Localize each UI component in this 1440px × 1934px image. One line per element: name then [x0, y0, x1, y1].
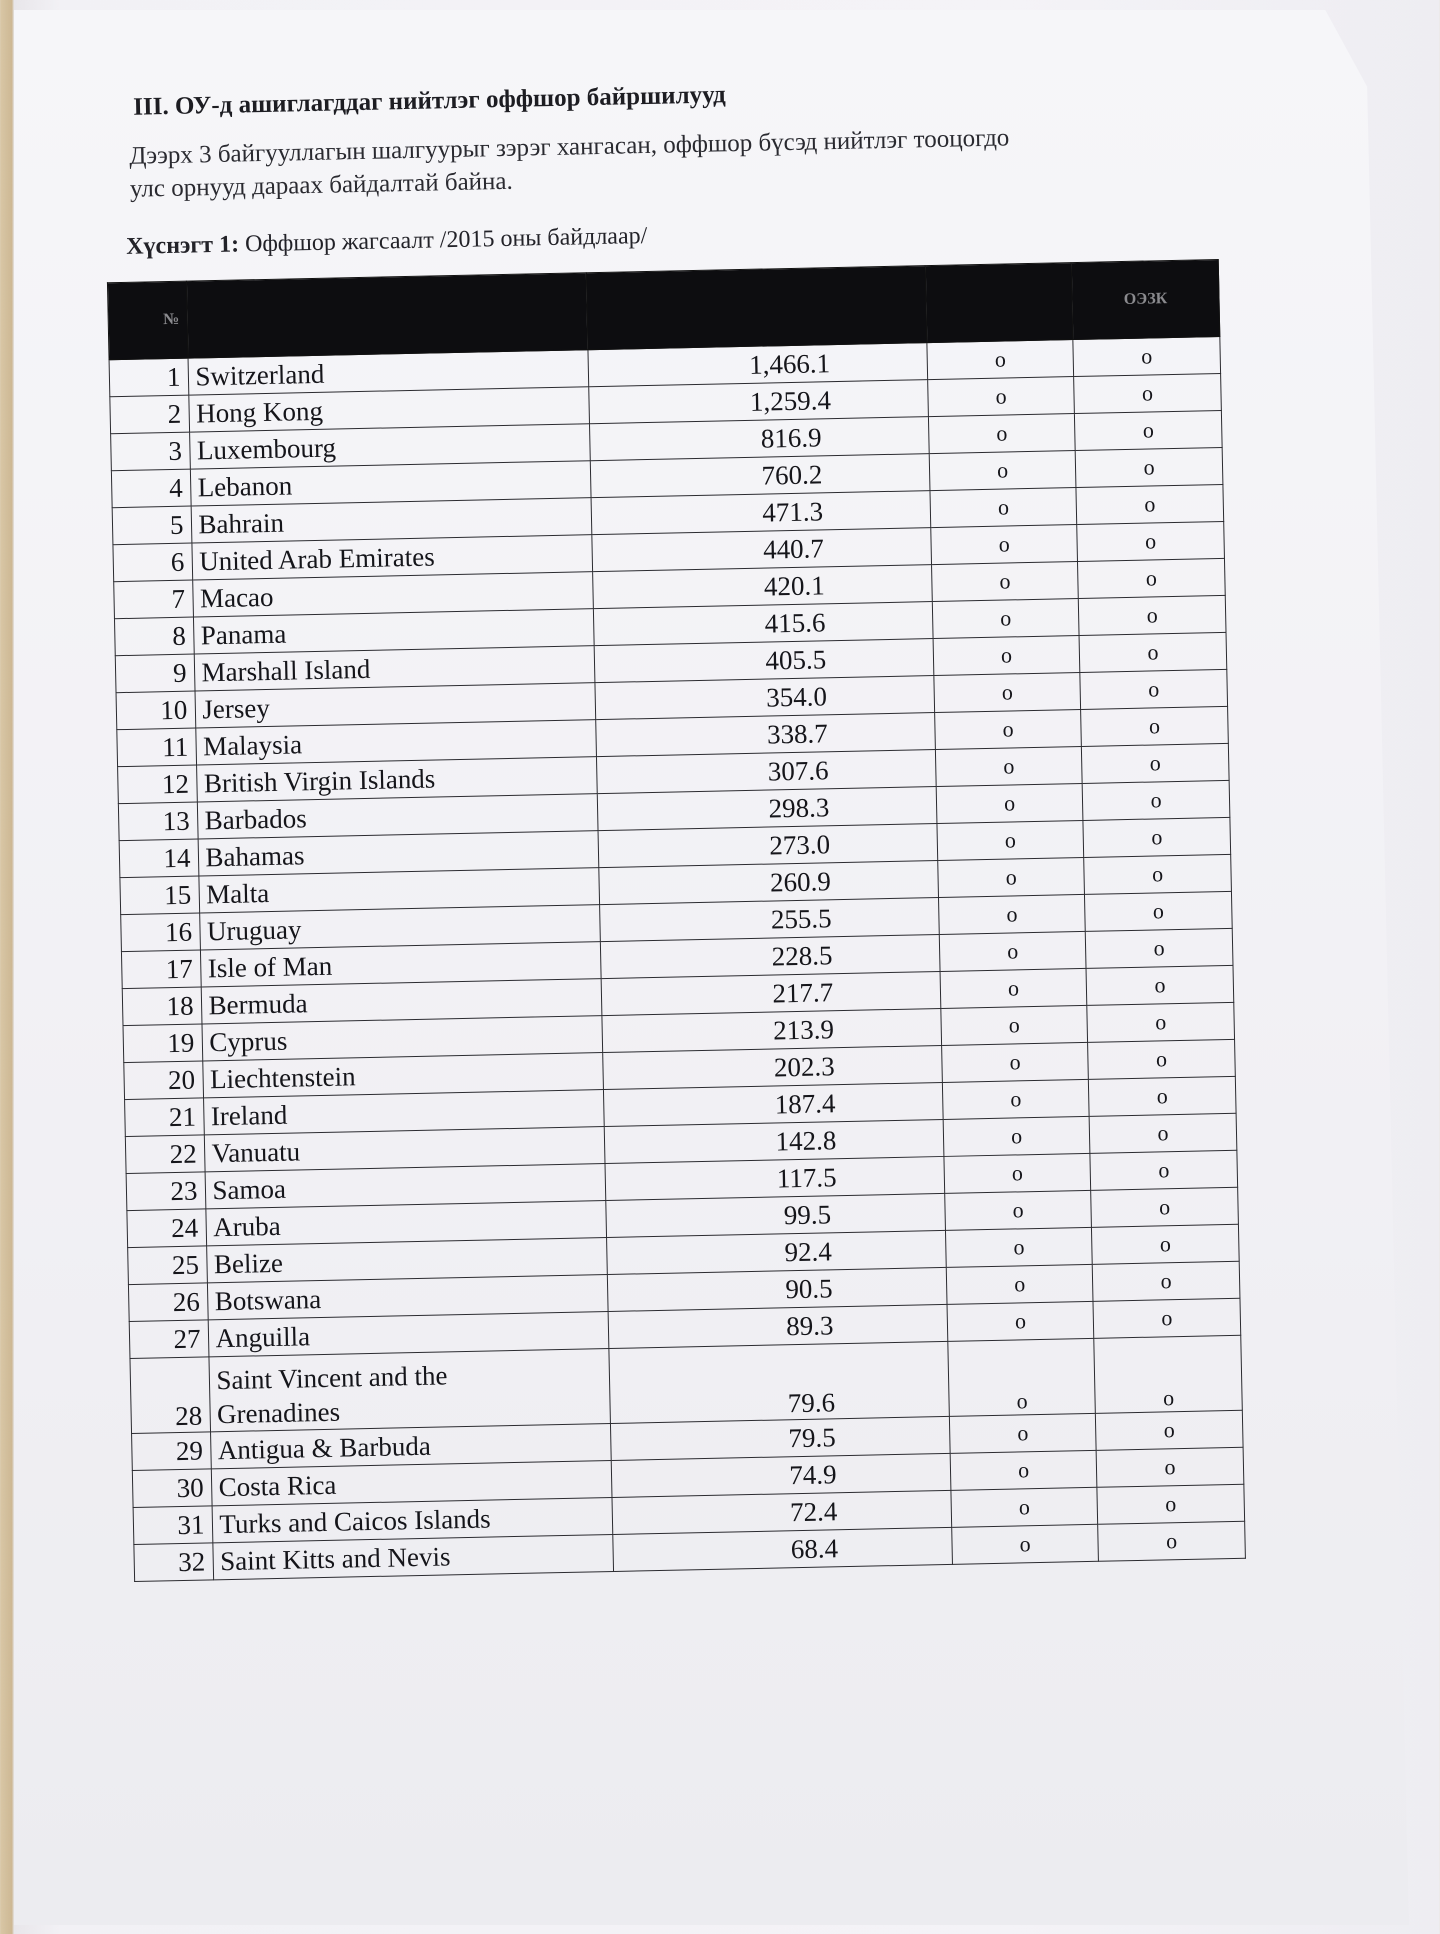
row-value: 217.7 [601, 971, 941, 1015]
row-value: 68.4 [612, 1527, 952, 1571]
row-value: 228.5 [600, 934, 940, 978]
row-value: 117.5 [605, 1156, 945, 1200]
row-number: 4 [111, 469, 191, 508]
row-value: 471.3 [591, 491, 931, 535]
row-mark-2: o [1093, 1298, 1241, 1338]
row-country: Belize [207, 1238, 607, 1283]
row-mark-2: o [1094, 1335, 1242, 1413]
row-mark-2: o [1085, 891, 1233, 931]
header-number: № [107, 281, 188, 360]
row-country: Aruba [206, 1201, 606, 1246]
header-mark-2: ОЭЗК [1071, 260, 1220, 340]
intro-line-2: улс орнууд дараах байдалтай байна. [129, 167, 514, 203]
row-number: 11 [117, 728, 197, 767]
row-mark-1: o [942, 1042, 1089, 1082]
row-number: 25 [128, 1246, 208, 1285]
row-mark-2: o [1074, 410, 1222, 450]
row-value: 72.4 [612, 1490, 952, 1534]
row-country: Vanuatu [205, 1127, 605, 1172]
row-value: 142.8 [604, 1119, 944, 1163]
row-value: 415.6 [593, 602, 933, 646]
intro-line-1: Дээрх 3 байгууллагын шалгуурыг зэрэг хангасан, оффшор бүсэд нийтлэг тооцогдо [129, 124, 1010, 170]
row-mark-2: o [1086, 965, 1234, 1005]
row-country: Barbados [198, 794, 598, 839]
row-mark-1: o [950, 1450, 1097, 1490]
row-mark-2: o [1091, 1187, 1239, 1227]
row-mark-1: o [936, 783, 1083, 823]
row-number: 21 [125, 1098, 205, 1137]
row-country: Luxembourg [190, 424, 590, 469]
row-mark-2: o [1088, 1076, 1236, 1116]
row-value: 202.3 [602, 1045, 942, 1089]
row-country: Bahamas [199, 831, 599, 876]
row-country: Lebanon [191, 461, 591, 506]
row-value: 816.9 [589, 417, 929, 461]
row-number: 9 [115, 654, 195, 693]
row-mark-1: o [947, 1301, 1094, 1341]
row-country: Marshall Island [195, 646, 595, 691]
row-mark-2: o [1085, 928, 1233, 968]
row-mark-1: o [929, 414, 1076, 454]
row-value: 187.4 [603, 1082, 943, 1126]
caption-text: Оффшор жагсаалт /2015 оны байдлаар/ [244, 222, 648, 258]
row-mark-2: o [1092, 1261, 1240, 1301]
row-mark-2: o [1077, 521, 1225, 561]
row-number: 13 [118, 802, 198, 841]
row-mark-1: o [935, 709, 1082, 749]
row-number: 2 [110, 395, 190, 434]
row-number: 1 [109, 358, 189, 397]
row-number: 26 [128, 1283, 208, 1322]
row-mark-1: o [933, 636, 1080, 676]
row-country: Botswana [208, 1275, 608, 1320]
row-mark-1: o [929, 451, 1076, 491]
row-number: 16 [121, 913, 201, 952]
row-mark-1: o [932, 562, 1079, 602]
row-mark-2: o [1090, 1150, 1238, 1190]
row-country: Switzerland [188, 350, 588, 395]
row-country: Macao [193, 572, 593, 617]
row-mark-2: o [1081, 743, 1229, 783]
row-value: 760.2 [590, 454, 930, 498]
row-country: Antigua & Barbuda [211, 1423, 611, 1468]
header-mark-1 [925, 263, 1073, 343]
row-value: 89.3 [608, 1304, 948, 1348]
row-value: 405.5 [594, 639, 934, 683]
row-mark-1: o [944, 1153, 1091, 1193]
row-country: Panama [194, 609, 594, 654]
row-mark-2: o [1084, 854, 1232, 894]
row-mark-1: o [935, 746, 1082, 786]
section-heading: III. ОУ-д ашиглагддаг нийтлэг оффшор байршилууд [132, 81, 726, 121]
row-mark-2: o [1097, 1484, 1245, 1524]
row-mark-2: o [1098, 1521, 1246, 1561]
row-number: 32 [134, 1543, 214, 1582]
row-mark-1: o [949, 1413, 1096, 1453]
row-country: British Virgin Islands [197, 757, 597, 802]
row-mark-1: o [927, 340, 1074, 380]
caption-label: Хүснэгт 1: [125, 231, 240, 260]
row-mark-1: o [940, 968, 1087, 1008]
row-country: Malaysia [196, 720, 596, 765]
row-mark-2: o [1081, 706, 1229, 746]
row-number: 3 [111, 432, 191, 471]
row-number: 19 [123, 1024, 203, 1063]
row-mark-1: o [932, 599, 1079, 639]
row-number: 12 [118, 765, 198, 804]
row-value: 90.5 [607, 1267, 947, 1311]
row-country-line-1: Saint Vincent and the [216, 1360, 448, 1396]
row-country: Costa Rica [212, 1460, 612, 1505]
row-country: Isle of Man [201, 942, 601, 987]
row-number: 14 [119, 839, 199, 878]
row-country: United Arab Emirates [192, 535, 592, 580]
row-mark-1: o [951, 1487, 1098, 1527]
row-country: Ireland [204, 1090, 604, 1135]
row-value: 273.0 [598, 824, 938, 868]
row-mark-2: o [1075, 447, 1223, 487]
row-mark-2: o [1078, 595, 1226, 635]
row-number: 31 [133, 1506, 213, 1545]
row-mark-1: o [931, 525, 1078, 565]
row-value: 1,466.1 [588, 343, 928, 387]
row-mark-1: o [930, 488, 1077, 528]
row-country: Saint Kitts and Nevis [213, 1534, 613, 1579]
row-country: Jersey [195, 683, 595, 728]
row-number: 20 [124, 1061, 204, 1100]
row-mark-1: o [939, 894, 1086, 934]
row-country: Hong Kong [189, 387, 589, 432]
row-country: Bahrain [192, 498, 592, 543]
row-mark-1: o [938, 857, 1085, 897]
row-value: 92.4 [606, 1230, 946, 1274]
row-value: 260.9 [598, 861, 938, 905]
row-value: 99.5 [605, 1193, 945, 1237]
row-value: 354.0 [594, 676, 934, 720]
row-country: Liechtenstein [203, 1053, 603, 1098]
row-mark-1: o [937, 820, 1084, 860]
row-mark-2: o [1082, 780, 1230, 820]
row-country-line-2: Grenadines [216, 1396, 341, 1430]
row-value: 307.6 [596, 750, 936, 794]
row-value: 255.5 [599, 898, 939, 942]
table-caption [126, 223, 648, 261]
row-mark-1: o [941, 1005, 1088, 1045]
row-mark-2: o [1095, 1410, 1243, 1450]
row-country: Samoa [206, 1164, 606, 1209]
row-mark-2: o [1073, 336, 1221, 376]
row-mark-1: o [934, 672, 1081, 712]
row-mark-2: o [1089, 1113, 1237, 1153]
row-number: 7 [114, 580, 194, 619]
row-mark-1: o [945, 1190, 1092, 1230]
row-mark-1: o [946, 1264, 1093, 1304]
row-mark-2: o [1083, 817, 1231, 857]
row-country: Malta [199, 868, 599, 913]
row-number: 6 [113, 543, 193, 582]
row-mark-2: o [1096, 1447, 1244, 1487]
row-number: 23 [126, 1172, 206, 1211]
row-value: 1,259.4 [588, 380, 928, 424]
row-mark-1: o [946, 1227, 1093, 1267]
row-country: Turks and Caicos Islands [213, 1497, 613, 1542]
row-mark-1: o [928, 377, 1075, 417]
row-value: 420.1 [592, 565, 932, 609]
row-value: 298.3 [597, 787, 937, 831]
row-country: Anguilla [209, 1312, 609, 1357]
row-number: 15 [120, 876, 200, 915]
row-number: 24 [127, 1209, 207, 1248]
row-mark-1: o [939, 931, 1086, 971]
header-value [586, 266, 927, 350]
row-mark-2: o [1078, 558, 1226, 598]
row-value: 79.6 [608, 1341, 949, 1423]
row-value: 213.9 [601, 1008, 941, 1052]
row-value: 440.7 [591, 528, 931, 572]
row-mark-1: o [942, 1079, 1089, 1119]
row-value: 74.9 [611, 1453, 951, 1497]
row-number: 17 [121, 950, 201, 989]
intro-paragraph [129, 116, 1280, 206]
row-number: 10 [116, 691, 196, 730]
row-mark-1: o [948, 1338, 1096, 1416]
row-value: 79.5 [610, 1416, 950, 1460]
row-mark-2: o [1088, 1039, 1236, 1079]
row-mark-1: o [952, 1524, 1099, 1564]
row-value: 338.7 [595, 713, 935, 757]
row-mark-1: o [943, 1116, 1090, 1156]
row-number: 8 [114, 617, 194, 656]
row-country [209, 1349, 610, 1432]
row-mark-2: o [1079, 632, 1227, 672]
offshore-table [107, 259, 1246, 1582]
row-mark-2: o [1092, 1224, 1240, 1264]
row-number: 22 [125, 1135, 205, 1174]
row-number: 18 [122, 987, 202, 1026]
row-number: 5 [112, 506, 192, 545]
row-mark-2: o [1080, 669, 1228, 709]
row-mark-2: o [1074, 373, 1222, 413]
row-number: 30 [132, 1469, 212, 1508]
row-country: Bermuda [202, 979, 602, 1024]
row-country: Cyprus [202, 1016, 602, 1061]
row-number: 29 [132, 1432, 212, 1471]
row-mark-2: o [1076, 484, 1224, 524]
header-country [187, 273, 588, 358]
row-number: 28 [130, 1357, 211, 1434]
row-country: Uruguay [200, 905, 600, 950]
row-number: 27 [129, 1320, 209, 1359]
row-mark-2: o [1087, 1002, 1235, 1042]
